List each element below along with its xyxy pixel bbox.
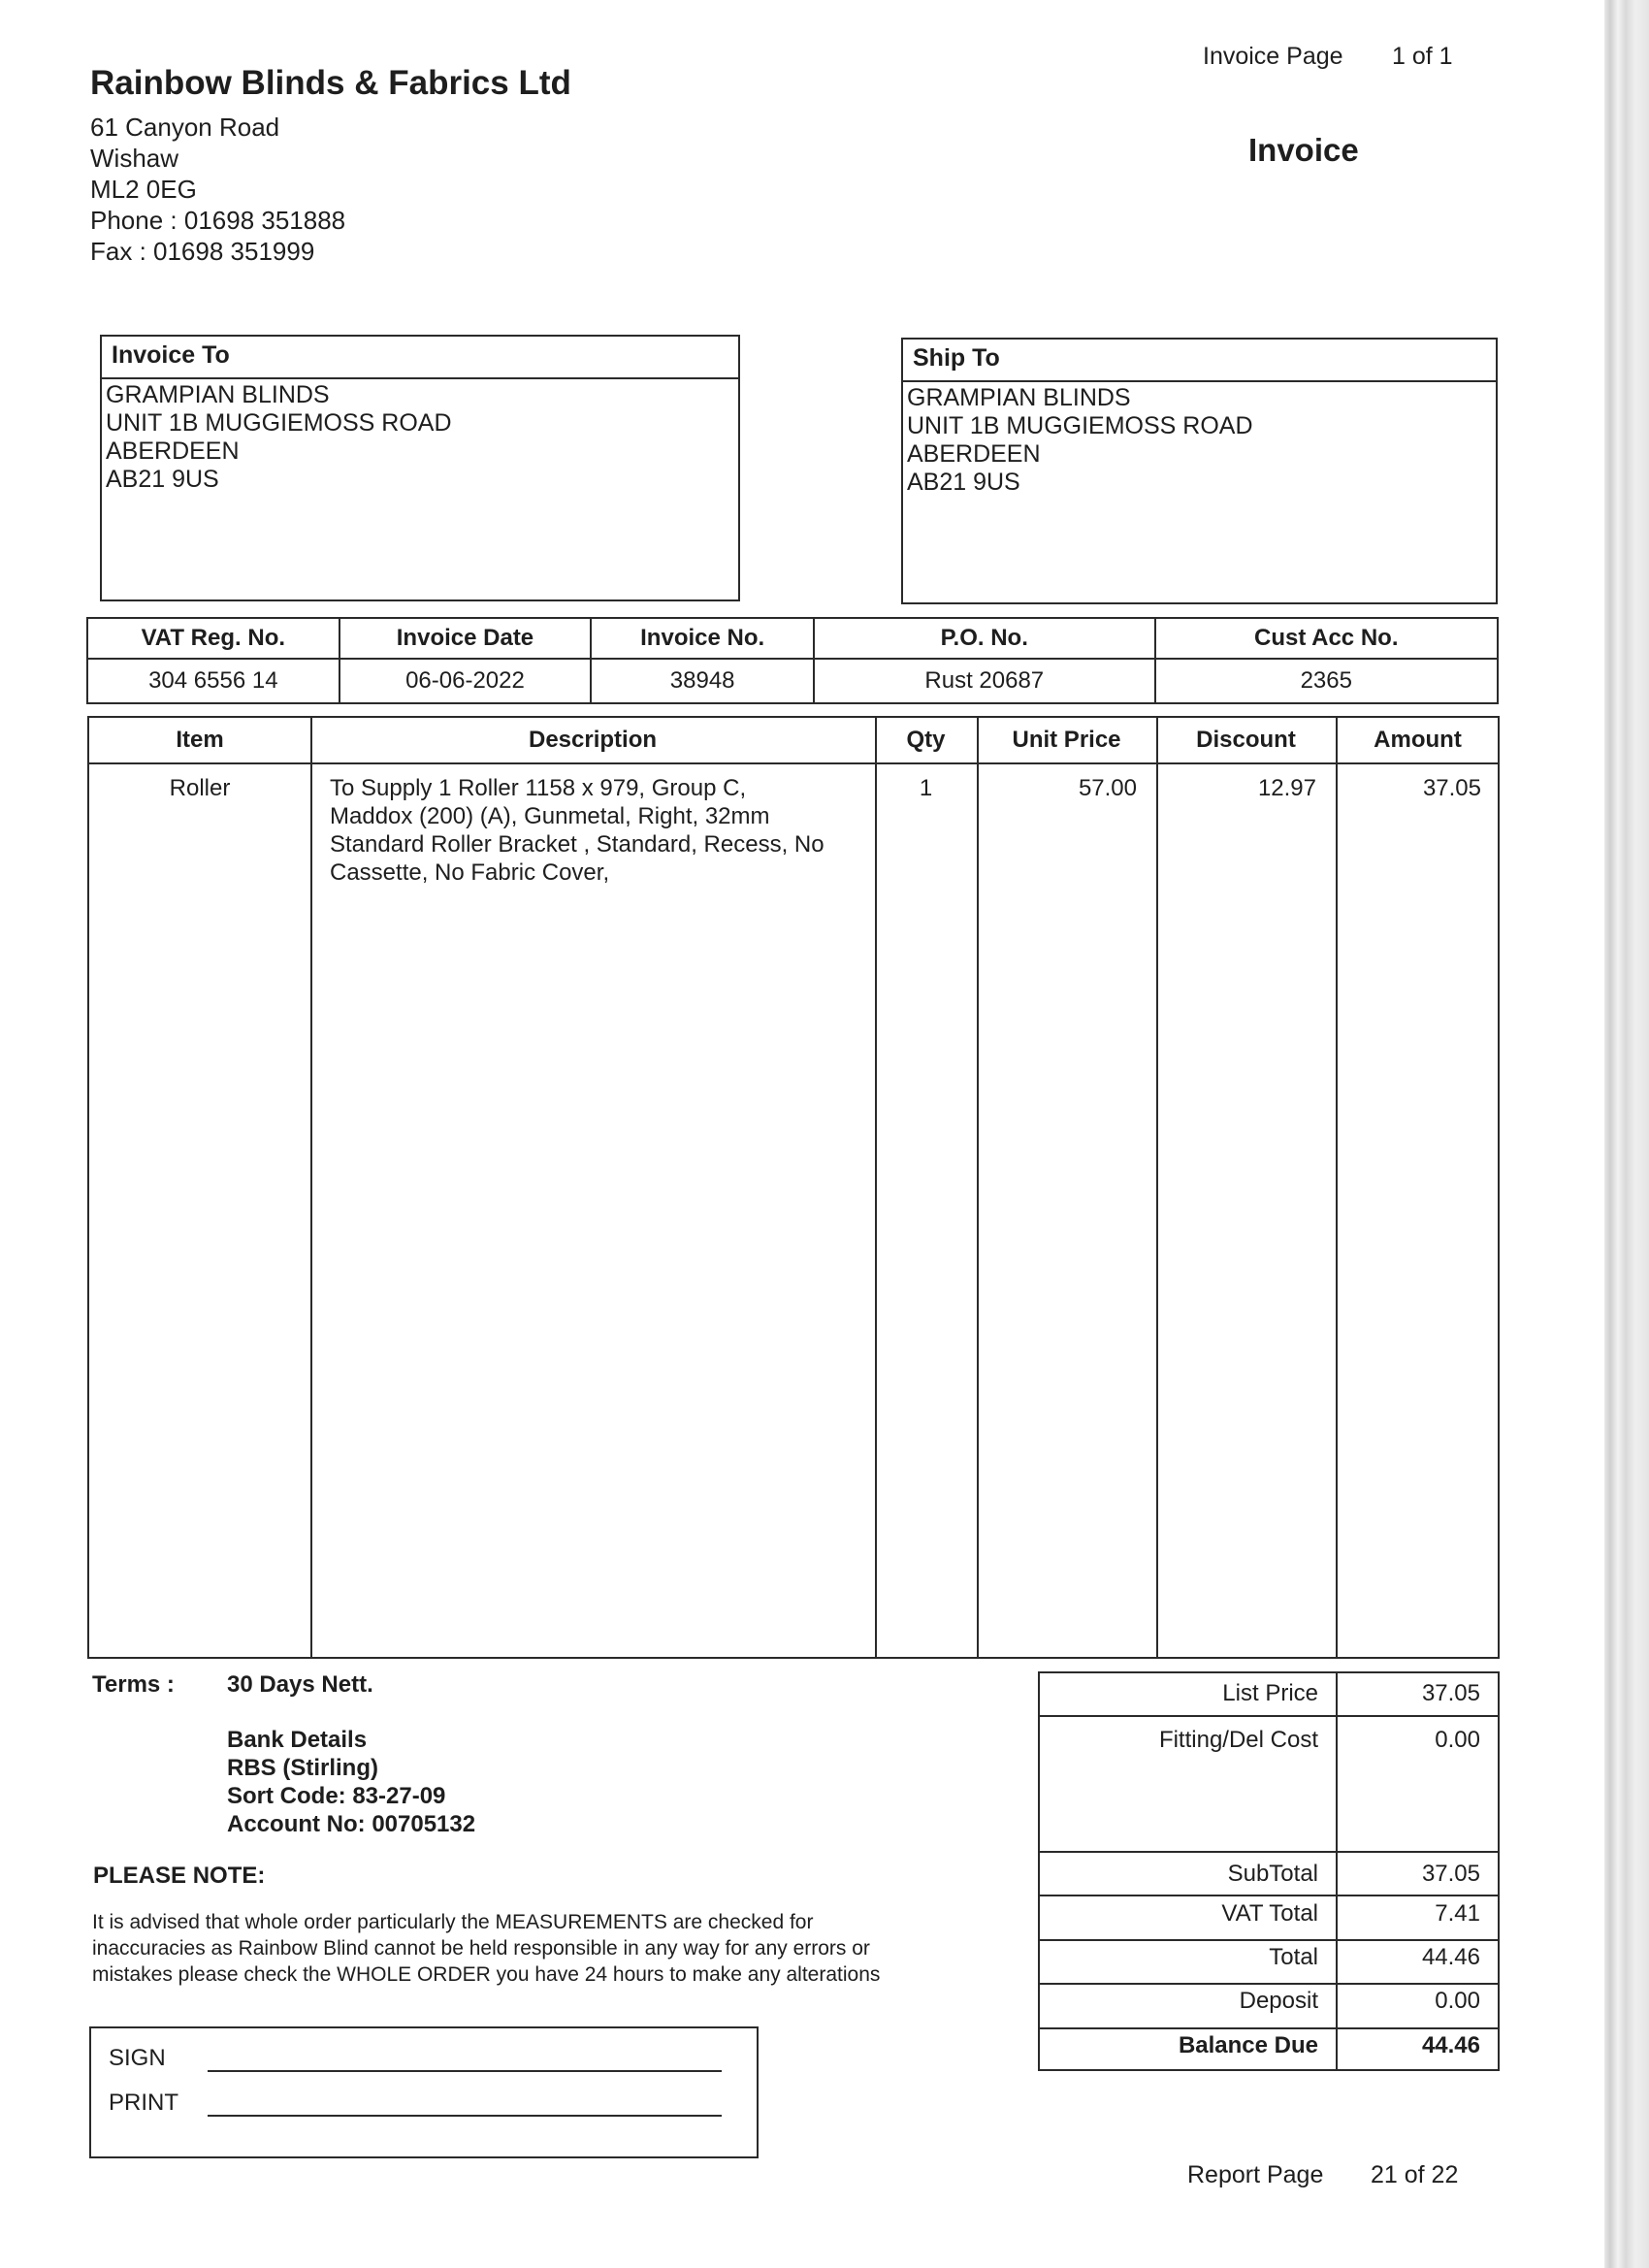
subtotal-value: 37.05: [1421, 1861, 1480, 1887]
balance-due-label: Balance Due: [1178, 2032, 1318, 2058]
total-label: Total: [1269, 1944, 1318, 1970]
invoice-date-value: 06-06-2022: [340, 659, 592, 703]
vat-row: [1040, 1896, 1498, 1941]
description-line: Cassette, No Fabric Cover,: [330, 859, 610, 886]
description-line: Maddox (200) (A), Gunmetal, Right, 32mm: [330, 803, 770, 829]
list-price-label: List Price: [1222, 1680, 1318, 1706]
invoice-to-line: UNIT 1B MUGGIEMOSS ROAD: [106, 409, 452, 437]
note-line: mistakes please check the WHOLE ORDER you have 24 hours to make any alterations: [92, 1963, 881, 1986]
bank-details-heading: Bank Details: [227, 1727, 368, 1753]
vat-reg-header: VAT Reg. No.: [87, 618, 340, 659]
list-price-row: [1040, 1673, 1498, 1717]
amount-column-header: Amount: [1374, 727, 1462, 753]
total-value: 44.46: [1421, 1944, 1480, 1970]
company-name: Rainbow Blinds & Fabrics Ltd: [90, 64, 571, 102]
fitting-value: 0.00: [1435, 1727, 1480, 1753]
unit-price-column-header: Unit Price: [1012, 727, 1121, 753]
invoice-to-box: [100, 335, 740, 601]
line-item-unit-price: 57.00: [1078, 775, 1137, 801]
cust-acc-value: 2365: [1155, 659, 1498, 703]
column-divider: [1336, 718, 1338, 1657]
qty-column-header: Qty: [906, 727, 946, 753]
sign-label: SIGN: [109, 2045, 166, 2071]
note-line: It is advised that whole order particularly the MEASUREMENTS are checked for: [92, 1911, 814, 1933]
company-address-postcode: ML2 0EG: [90, 175, 197, 204]
account-number: Account No: 00705132: [227, 1811, 476, 1837]
invoice-to-address: [102, 379, 738, 496]
line-item-qty: 1: [919, 775, 933, 801]
ship-to-line: GRAMPIAN BLINDS: [907, 384, 1131, 411]
bank-name: RBS (Stirling): [227, 1755, 378, 1781]
please-note-heading: PLEASE NOTE:: [93, 1863, 266, 1889]
print-label: PRINT: [109, 2090, 178, 2116]
subtotal-row: [1040, 1853, 1498, 1896]
note-line: inaccuracies as Rainbow Blind cannot be held responsible in any way for any errors or: [92, 1937, 870, 1960]
vat-value: 7.41: [1435, 1900, 1480, 1927]
ship-to-line: UNIT 1B MUGGIEMOSS ROAD: [907, 412, 1253, 439]
company-fax: Fax : 01698 351999: [90, 237, 315, 266]
balance-due-row: [1040, 2029, 1498, 2071]
ship-to-line: ABERDEEN: [907, 440, 1041, 468]
deposit-value: 0.00: [1435, 1988, 1480, 2014]
line-items-table: [87, 716, 1500, 1659]
line-item-amount: 37.05: [1422, 775, 1481, 801]
line-item-discount: 12.97: [1257, 775, 1316, 801]
invoice-date-header: Invoice Date: [340, 618, 592, 659]
ship-to-line: AB21 9US: [907, 469, 1020, 496]
please-note-text: [92, 1909, 985, 1988]
terms-value: 30 Days Nett.: [227, 1671, 373, 1698]
line-item-description: [330, 774, 873, 887]
po-no-header: P.O. No.: [814, 618, 1154, 659]
po-no-value: Rust 20687: [814, 659, 1154, 703]
vat-reg-value: 304 6556 14: [87, 659, 340, 703]
deposit-label: Deposit: [1239, 1988, 1318, 2014]
description-line: To Supply 1 Roller 1158 x 979, Group C,: [330, 775, 747, 801]
invoice-info-table: [86, 617, 1499, 704]
ship-to-box: [901, 338, 1498, 604]
subtotal-label: SubTotal: [1227, 1861, 1318, 1887]
report-page-label: Report Page: [1187, 2161, 1324, 2188]
fitting-label: Fitting/Del Cost: [1158, 1727, 1318, 1753]
ship-to-heading: Ship To: [903, 340, 1496, 382]
print-line[interactable]: [208, 2115, 722, 2117]
invoice-to-line: ABERDEEN: [106, 437, 240, 465]
company-address-street: 61 Canyon Road: [90, 113, 280, 142]
terms-label: Terms :: [92, 1671, 175, 1698]
line-item-name: Roller: [169, 775, 231, 801]
list-price-value: 37.05: [1421, 1680, 1480, 1706]
vat-label: VAT Total: [1221, 1900, 1318, 1927]
description-line: Standard Roller Bracket , Standard, Recess, No: [330, 831, 824, 858]
column-divider: [310, 718, 312, 1657]
column-divider: [1156, 718, 1158, 1657]
cust-acc-header: Cust Acc No.: [1155, 618, 1498, 659]
report-page-value: 21 of 22: [1371, 2161, 1459, 2188]
total-row: [1040, 1941, 1498, 1985]
column-divider: [875, 718, 877, 1657]
totals-box: [1038, 1671, 1500, 2071]
invoice-page-value: 1 of 1: [1392, 43, 1453, 70]
invoice-to-heading: Invoice To: [102, 337, 738, 379]
document-title: Invoice: [1248, 132, 1359, 168]
balance-due-value: 44.46: [1421, 2032, 1480, 2058]
fitting-row: [1040, 1717, 1498, 1853]
ship-to-address: [903, 382, 1496, 499]
deposit-row: [1040, 1985, 1498, 2029]
invoice-to-line: AB21 9US: [106, 466, 219, 493]
description-column-header: Description: [528, 727, 658, 753]
invoice-no-value: 38948: [591, 659, 814, 703]
sort-code: Sort Code: 83-27-09: [227, 1783, 446, 1809]
signature-box: [89, 2026, 759, 2158]
item-column-header: Item: [176, 727, 224, 753]
invoice-to-line: GRAMPIAN BLINDS: [106, 381, 330, 408]
discount-column-header: Discount: [1196, 727, 1296, 753]
company-phone: Phone : 01698 351888: [90, 206, 346, 235]
invoice-no-header: Invoice No.: [591, 618, 814, 659]
bank-details: [227, 1726, 475, 1838]
column-divider: [977, 718, 979, 1657]
sign-line[interactable]: [208, 2070, 722, 2072]
company-address-town: Wishaw: [90, 144, 179, 173]
invoice-page-label: Invoice Page: [1203, 43, 1343, 70]
scan-edge-shadow: [1604, 0, 1649, 2268]
